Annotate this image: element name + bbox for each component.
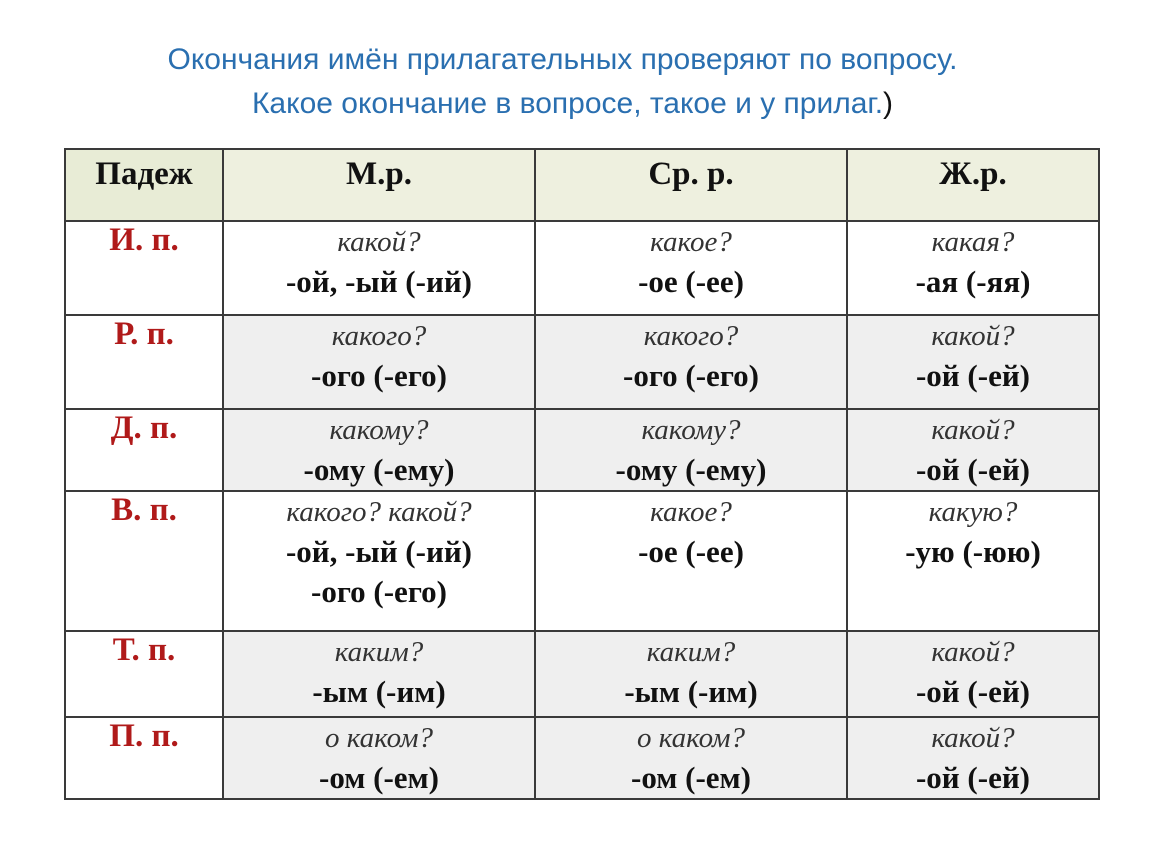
column-header-masculine: М.р. <box>223 149 535 221</box>
question-word: о каком? <box>637 722 745 754</box>
question-word: какой? <box>931 320 1015 352</box>
table-row <box>65 491 1099 631</box>
question-word: какую? <box>928 496 1018 528</box>
question-word: какому? <box>641 414 741 446</box>
table-header-row <box>65 149 1099 221</box>
masculine-cell <box>223 631 535 717</box>
ending-text: -ое (-ее) <box>638 264 744 299</box>
masculine-cell <box>223 221 535 315</box>
case-label: Р. п. <box>65 315 223 409</box>
feminine-cell <box>847 315 1099 409</box>
question-word: какого? <box>643 320 739 352</box>
ending-text: -ой, -ый (-ий) <box>285 264 472 299</box>
masculine-cell <box>223 491 535 631</box>
feminine-cell <box>847 631 1099 717</box>
ending-text: -ого (-его) <box>311 358 447 393</box>
heading-closing-paren: ) <box>883 87 894 120</box>
question-word: какому? <box>329 414 429 446</box>
masculine-cell <box>223 409 535 491</box>
case-label: И. п. <box>65 221 223 315</box>
neuter-cell <box>535 409 847 491</box>
case-label: Д. п. <box>65 409 223 491</box>
table-row <box>65 631 1099 717</box>
heading-line-2 <box>0 82 1150 126</box>
heading-line-1: Окончания имён прилагательных проверяют по вопросу. <box>167 43 958 76</box>
question-word: какое? <box>650 226 732 258</box>
question-word: какого? <box>331 320 427 352</box>
neuter-cell <box>535 631 847 717</box>
neuter-cell <box>535 221 847 315</box>
question-word: какое? <box>650 496 732 528</box>
masculine-cell <box>223 717 535 799</box>
question-word: какая? <box>931 226 1015 258</box>
table-row <box>65 221 1099 315</box>
case-label: Т. п. <box>65 631 223 717</box>
ending-text: -ым (-им) <box>312 674 446 709</box>
case-label: П. п. <box>65 717 223 799</box>
question-word: каким? <box>334 636 424 668</box>
question-word: какого? какой? <box>286 496 472 528</box>
question-word: какой? <box>337 226 421 258</box>
question-word: о каком? <box>325 722 433 754</box>
feminine-cell <box>847 409 1099 491</box>
question-word: какой? <box>931 722 1015 754</box>
column-header-feminine: Ж.р. <box>847 149 1099 221</box>
ending-text: -ую (-юю) <box>905 534 1041 569</box>
feminine-cell <box>847 491 1099 631</box>
ending-text: -ая (-яя) <box>915 264 1031 299</box>
ending-text: -ое (-ее) <box>638 534 744 569</box>
ending-text: -ой (-ей) <box>915 452 1031 487</box>
ending-text: -ому (-ему) <box>303 452 455 487</box>
neuter-cell <box>535 491 847 631</box>
question-word: каким? <box>646 636 736 668</box>
table-row <box>65 409 1099 491</box>
case-label: В. п. <box>65 491 223 631</box>
heading-line-2-text: Какое окончание в вопросе, такое и у прилаг. <box>251 87 884 120</box>
masculine-cell <box>223 315 535 409</box>
page-heading <box>0 38 1150 126</box>
question-word: какой? <box>931 414 1015 446</box>
table-row <box>65 717 1099 799</box>
ending-text: -ом (-ем) <box>631 760 751 795</box>
feminine-cell <box>847 717 1099 799</box>
ending-text: -ого (-его) <box>623 358 759 393</box>
ending-text: -ым (-им) <box>624 674 758 709</box>
column-header-neuter: Ср. р. <box>535 149 847 221</box>
ending-text: -ой, -ый (-ий) <box>285 534 472 569</box>
neuter-cell <box>535 717 847 799</box>
table-row <box>65 315 1099 409</box>
ending-text: -ом (-ем) <box>319 760 439 795</box>
ending-text: -ого (-его) <box>311 574 447 609</box>
ending-text: -ой (-ей) <box>915 358 1031 393</box>
neuter-cell <box>535 315 847 409</box>
ending-text: -ой (-ей) <box>915 674 1031 709</box>
question-word: какой? <box>931 636 1015 668</box>
adjective-endings-table <box>64 148 1100 800</box>
column-header-case: Падеж <box>65 149 223 221</box>
ending-text: -ой (-ей) <box>915 760 1031 795</box>
feminine-cell <box>847 221 1099 315</box>
ending-text: -ому (-ему) <box>615 452 767 487</box>
